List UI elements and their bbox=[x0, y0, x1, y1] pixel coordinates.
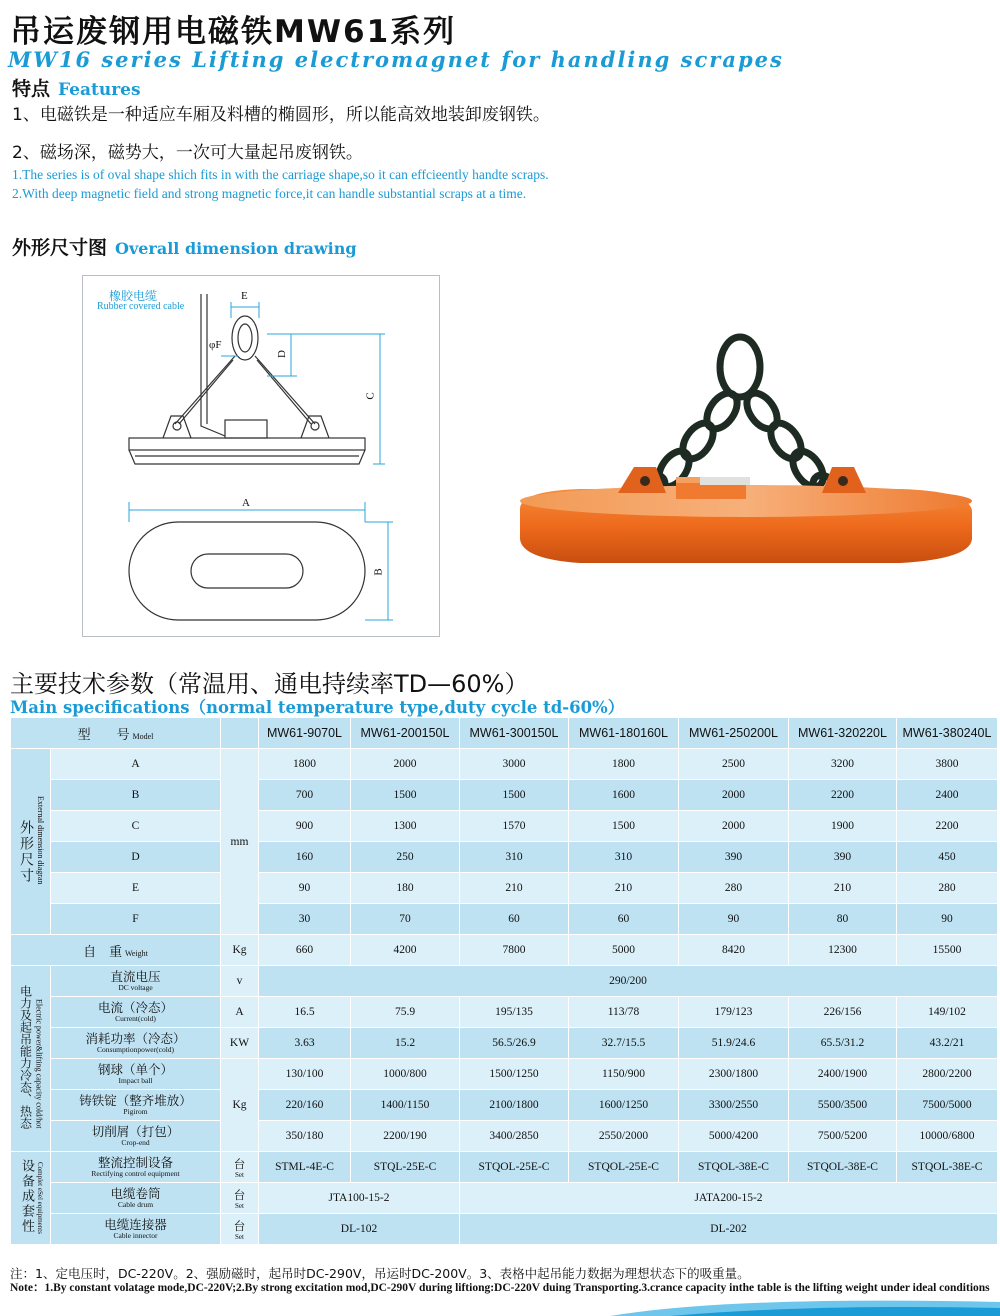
drum-label bbox=[51, 1183, 221, 1214]
dim-label-e: E bbox=[241, 290, 248, 302]
conn-unit-en: Set bbox=[235, 1232, 244, 1241]
rect-unit bbox=[221, 1152, 259, 1183]
cell: 2400 bbox=[897, 780, 998, 811]
drum-unit-en: Set bbox=[235, 1201, 244, 1210]
cell: 1150/900 bbox=[569, 1059, 679, 1090]
table-row bbox=[11, 873, 998, 904]
conn-label-cn: 电缆连接器 bbox=[104, 1217, 167, 1232]
magnet-illustration bbox=[500, 281, 980, 634]
note-en: Note：1.By constant volatage mode,DC-220V;2.By strong excitation mod,DC-290V during liftiong:DC-220V duing Transporting.3.crance capacity inthe table is the lifting weight under ideal conditions bbox=[10, 1282, 990, 1294]
cell: STQOL-38E-C bbox=[789, 1152, 897, 1183]
lift-label-en: Crop-end bbox=[121, 1137, 150, 1147]
dimension-heading-cn: 外形尺寸图 bbox=[12, 237, 108, 259]
features-heading-cn: 特点 bbox=[12, 78, 51, 100]
cell: 210 bbox=[460, 873, 569, 904]
rect-label-en: Rectifying control equipment bbox=[91, 1168, 180, 1178]
cell: 90 bbox=[259, 873, 351, 904]
voltage-value: 290/200 bbox=[259, 966, 998, 997]
dimension-drawing bbox=[82, 275, 440, 637]
cell: 220/160 bbox=[259, 1090, 351, 1121]
cell: 2000 bbox=[351, 749, 460, 780]
cell: 350/180 bbox=[259, 1121, 351, 1152]
table-row bbox=[11, 1059, 998, 1090]
table-row bbox=[11, 1121, 998, 1152]
weight-label-cn: 自 重 bbox=[83, 943, 123, 959]
dim-label: C bbox=[51, 811, 221, 842]
dim-label-f: φF bbox=[209, 339, 222, 351]
cell: 5000 bbox=[569, 935, 679, 966]
cell: 16.5 bbox=[259, 997, 351, 1028]
dim-label: D bbox=[51, 842, 221, 873]
cell: 32.7/15.5 bbox=[569, 1028, 679, 1059]
cell: STQOL-25E-C bbox=[569, 1152, 679, 1183]
weight-label bbox=[11, 935, 221, 966]
cell: 180 bbox=[351, 873, 460, 904]
cell: 1600 bbox=[569, 780, 679, 811]
cell: 60 bbox=[460, 904, 569, 935]
current-label-en: Current(cold) bbox=[115, 1013, 156, 1023]
table-header-row bbox=[11, 718, 998, 749]
cell: STQOL-38E-C bbox=[897, 1152, 998, 1183]
cell: 1900 bbox=[789, 811, 897, 842]
cell: STQOL-38E-C bbox=[679, 1152, 789, 1183]
rect-label-cn: 整流控制设备 bbox=[97, 1155, 173, 1170]
cell: 5500/3500 bbox=[789, 1090, 897, 1121]
equip-group-cell bbox=[11, 1152, 51, 1245]
product-photo bbox=[500, 281, 980, 634]
lift-label-en: Pigirom bbox=[123, 1106, 148, 1116]
cell: 280 bbox=[679, 873, 789, 904]
dim-label: B bbox=[51, 780, 221, 811]
dim-group-en: External dimension diagran bbox=[36, 795, 45, 885]
cell: 2400/1900 bbox=[789, 1059, 897, 1090]
model-col: MW61-9070L bbox=[259, 718, 351, 749]
table-row bbox=[11, 749, 998, 780]
model-col: MW61-320220L bbox=[789, 718, 897, 749]
cell: 390 bbox=[679, 842, 789, 873]
cell: 75.9 bbox=[351, 997, 460, 1028]
cell: 80 bbox=[789, 904, 897, 935]
dim-label-c: C bbox=[364, 392, 377, 400]
table-row bbox=[11, 1028, 998, 1059]
cell: 2300/1800 bbox=[679, 1059, 789, 1090]
weight-unit: Kg bbox=[221, 935, 259, 966]
cell: 1500 bbox=[460, 780, 569, 811]
drum-unit bbox=[221, 1183, 259, 1214]
cell: 660 bbox=[259, 935, 351, 966]
conn-unit-cn: 台 bbox=[233, 1220, 246, 1233]
page-title: 吊运废钢用电磁铁MW61系列 bbox=[10, 14, 457, 50]
cell: 210 bbox=[569, 873, 679, 904]
dim-unit: mm bbox=[221, 749, 259, 935]
cell: 1800 bbox=[569, 749, 679, 780]
table-row bbox=[11, 966, 998, 997]
cell: 1570 bbox=[460, 811, 569, 842]
lift-unit: Kg bbox=[221, 1059, 259, 1152]
features-heading bbox=[12, 74, 141, 101]
table-row bbox=[11, 842, 998, 873]
cell: 160 bbox=[259, 842, 351, 873]
current-label-cn: 电流（冷态） bbox=[97, 1000, 173, 1015]
voltage-label bbox=[51, 966, 221, 997]
table-row bbox=[11, 997, 998, 1028]
cell: 8420 bbox=[679, 935, 789, 966]
lift-label-cn: 铸铁锭（整齐堆放） bbox=[79, 1093, 192, 1108]
decorative-wave bbox=[610, 1292, 1000, 1316]
model-col: MW61-200150L bbox=[351, 718, 460, 749]
conn-value-a: DL-102 bbox=[259, 1214, 460, 1245]
cell: 250 bbox=[351, 842, 460, 873]
cell: 2800/2200 bbox=[897, 1059, 998, 1090]
cell: 10000/6800 bbox=[897, 1121, 998, 1152]
current-label bbox=[51, 997, 221, 1028]
cell: 5000/4200 bbox=[679, 1121, 789, 1152]
cell: 7500/5200 bbox=[789, 1121, 897, 1152]
cell: 4200 bbox=[351, 935, 460, 966]
dim-label: A bbox=[51, 749, 221, 780]
cell: 90 bbox=[897, 904, 998, 935]
power-label-cn: 消耗功率（冷态） bbox=[85, 1031, 186, 1046]
cell: 15.2 bbox=[351, 1028, 460, 1059]
lift-label bbox=[51, 1090, 221, 1121]
lift-label bbox=[51, 1059, 221, 1090]
dim-label-d: D bbox=[275, 350, 288, 358]
conn-label-en: Cable innector bbox=[113, 1230, 158, 1240]
unit-header bbox=[221, 718, 259, 749]
cell: 2000 bbox=[679, 811, 789, 842]
power-label bbox=[51, 1028, 221, 1059]
feature-en-1: 1.The series is of oval shape shich fits in with the carriage shape,so it can effcieently handte scraps. bbox=[12, 167, 549, 182]
voltage-label-cn: 直流电压 bbox=[110, 969, 161, 984]
drum-unit-cn: 台 bbox=[233, 1189, 246, 1202]
cell: 51.9/24.6 bbox=[679, 1028, 789, 1059]
cell: 1500 bbox=[351, 780, 460, 811]
cell: 1600/1250 bbox=[569, 1090, 679, 1121]
current-unit: A bbox=[221, 997, 259, 1028]
lift-label-cn: 钢球（单个） bbox=[97, 1062, 173, 1077]
cell: 3400/2850 bbox=[460, 1121, 569, 1152]
feature-cn-2: 2、磁场深，磁势大，一次可大量起吊废钢铁。 bbox=[12, 143, 363, 163]
cell: 65.5/31.2 bbox=[789, 1028, 897, 1059]
model-header bbox=[11, 718, 221, 749]
cell: 226/156 bbox=[789, 997, 897, 1028]
dim-group-cn: 外形尺寸 bbox=[18, 820, 34, 885]
cell: 7800 bbox=[460, 935, 569, 966]
lift-label-cn: 切削屑（打包） bbox=[91, 1124, 180, 1139]
elec-group-cell bbox=[11, 966, 51, 1152]
cell: 3300/2550 bbox=[679, 1090, 789, 1121]
dim-group-cell bbox=[11, 749, 51, 935]
cell: 149/102 bbox=[897, 997, 998, 1028]
table-row bbox=[11, 811, 998, 842]
cable-label-en: Rubber covered cable bbox=[97, 301, 185, 312]
elec-group-cn: 电力及起吊能力冷态、热态 bbox=[18, 985, 33, 1129]
voltage-unit: v bbox=[221, 966, 259, 997]
cell: 310 bbox=[569, 842, 679, 873]
dim-label-a: A bbox=[242, 497, 250, 509]
features-heading-en: Features bbox=[58, 80, 141, 100]
equip-group-en: Complet eSel equipments bbox=[36, 1162, 44, 1234]
cell: 2200 bbox=[789, 780, 897, 811]
cell: 1400/1150 bbox=[351, 1090, 460, 1121]
cell: 90 bbox=[679, 904, 789, 935]
cell: 450 bbox=[897, 842, 998, 873]
cell: STQOL-25E-C bbox=[460, 1152, 569, 1183]
cell: 179/123 bbox=[679, 997, 789, 1028]
cell: 1500/1250 bbox=[460, 1059, 569, 1090]
rect-unit-en: Set bbox=[235, 1170, 244, 1179]
cell: 43.2/21 bbox=[897, 1028, 998, 1059]
cell: 2200 bbox=[897, 811, 998, 842]
cell: 2500 bbox=[679, 749, 789, 780]
cell: 1300 bbox=[351, 811, 460, 842]
table-row bbox=[11, 935, 998, 966]
conn-value-b: DL-202 bbox=[460, 1214, 998, 1245]
cable-label-cn: 橡胶电缆 bbox=[109, 289, 158, 303]
cell: 195/135 bbox=[460, 997, 569, 1028]
cell: 310 bbox=[460, 842, 569, 873]
cell: 1500 bbox=[569, 811, 679, 842]
cell: 7500/5000 bbox=[897, 1090, 998, 1121]
feature-en-2: 2.With deep magnetic field and strong magnetic force,it can handle substantial scraps at a time. bbox=[12, 186, 527, 201]
drum-value-a: JTA100-15-2 bbox=[259, 1183, 460, 1214]
feature-cn-1: 1、电磁铁是一种适应车厢及料槽的椭圆形，所以能高效地装卸废钢铁。 bbox=[12, 105, 550, 125]
table-row bbox=[11, 904, 998, 935]
cell: 390 bbox=[789, 842, 897, 873]
table-row bbox=[11, 1214, 998, 1245]
drum-value-b: JATA200-15-2 bbox=[460, 1183, 998, 1214]
cell: 3000 bbox=[460, 749, 569, 780]
cell: 56.5/26.9 bbox=[460, 1028, 569, 1059]
cell: 30 bbox=[259, 904, 351, 935]
model-header-cn: 型 号 bbox=[77, 726, 130, 742]
table-row bbox=[11, 1090, 998, 1121]
cell: 3200 bbox=[789, 749, 897, 780]
cell: 12300 bbox=[789, 935, 897, 966]
note-cn: 注：1、定电压时，DC-220V。2、强励磁时，起吊时DC-290V，吊运时DC-200V。3、表格中起吊能力数据为理想状态下的吸重量。 bbox=[10, 1266, 750, 1281]
drum-label-en: Cable drum bbox=[117, 1199, 154, 1209]
spec-heading-cn: 主要技术参数（常温用、通电持续率TD—60%） bbox=[10, 670, 529, 698]
power-label-en: Consumptionpower(cold) bbox=[96, 1044, 175, 1054]
cell: 60 bbox=[569, 904, 679, 935]
cell: 130/100 bbox=[259, 1059, 351, 1090]
dimension-drawing-svg bbox=[83, 276, 439, 636]
cell: 280 bbox=[897, 873, 998, 904]
cell: STQL-25E-C bbox=[351, 1152, 460, 1183]
cell: 3800 bbox=[897, 749, 998, 780]
drum-label-cn: 电缆卷筒 bbox=[110, 1186, 161, 1201]
rect-label bbox=[51, 1152, 221, 1183]
cell: 2000 bbox=[679, 780, 789, 811]
spec-heading-en: Main specifications（normal temperature type,duty cycle td-60%） bbox=[10, 698, 625, 717]
model-col: MW61-300150L bbox=[460, 718, 569, 749]
cell: 210 bbox=[789, 873, 897, 904]
table-row bbox=[11, 780, 998, 811]
model-col: MW61-250200L bbox=[679, 718, 789, 749]
table-row bbox=[11, 1152, 998, 1183]
cell: 2100/1800 bbox=[460, 1090, 569, 1121]
dim-label: E bbox=[51, 873, 221, 904]
cell: 2200/190 bbox=[351, 1121, 460, 1152]
cell: STML-4E-C bbox=[259, 1152, 351, 1183]
page-subtitle: MW16 series Lifting electromagnet for handling scrapes bbox=[8, 47, 784, 72]
lift-label-en: Impact ball bbox=[118, 1075, 153, 1085]
cell: 900 bbox=[259, 811, 351, 842]
elec-group-en: Electric power&lifting capacity cold/hot bbox=[34, 999, 44, 1129]
weight-label-en: Weight bbox=[124, 948, 148, 958]
table-row bbox=[11, 1183, 998, 1214]
cell: 113/78 bbox=[569, 997, 679, 1028]
cell: 15500 bbox=[897, 935, 998, 966]
cell: 700 bbox=[259, 780, 351, 811]
cell: 3.63 bbox=[259, 1028, 351, 1059]
cell: 1800 bbox=[259, 749, 351, 780]
model-col: MW61-180160L bbox=[569, 718, 679, 749]
power-unit: KW bbox=[221, 1028, 259, 1059]
equip-group-cn: 设备成套性 bbox=[19, 1159, 34, 1234]
spec-table bbox=[10, 717, 998, 1245]
conn-unit bbox=[221, 1214, 259, 1245]
cell: 70 bbox=[351, 904, 460, 935]
cell: 2550/2000 bbox=[569, 1121, 679, 1152]
dim-label: F bbox=[51, 904, 221, 935]
model-header-en: Model bbox=[132, 731, 154, 741]
model-col: MW61-380240L bbox=[897, 718, 998, 749]
dimension-heading-en: Overall dimension drawing bbox=[115, 239, 357, 258]
dim-label-b: B bbox=[372, 568, 385, 576]
rect-unit-cn: 台 bbox=[233, 1158, 246, 1171]
voltage-label-en: DC voltage bbox=[118, 982, 153, 992]
cell: 1000/800 bbox=[351, 1059, 460, 1090]
lift-label bbox=[51, 1121, 221, 1152]
dimension-heading bbox=[12, 233, 357, 260]
conn-label bbox=[51, 1214, 221, 1245]
